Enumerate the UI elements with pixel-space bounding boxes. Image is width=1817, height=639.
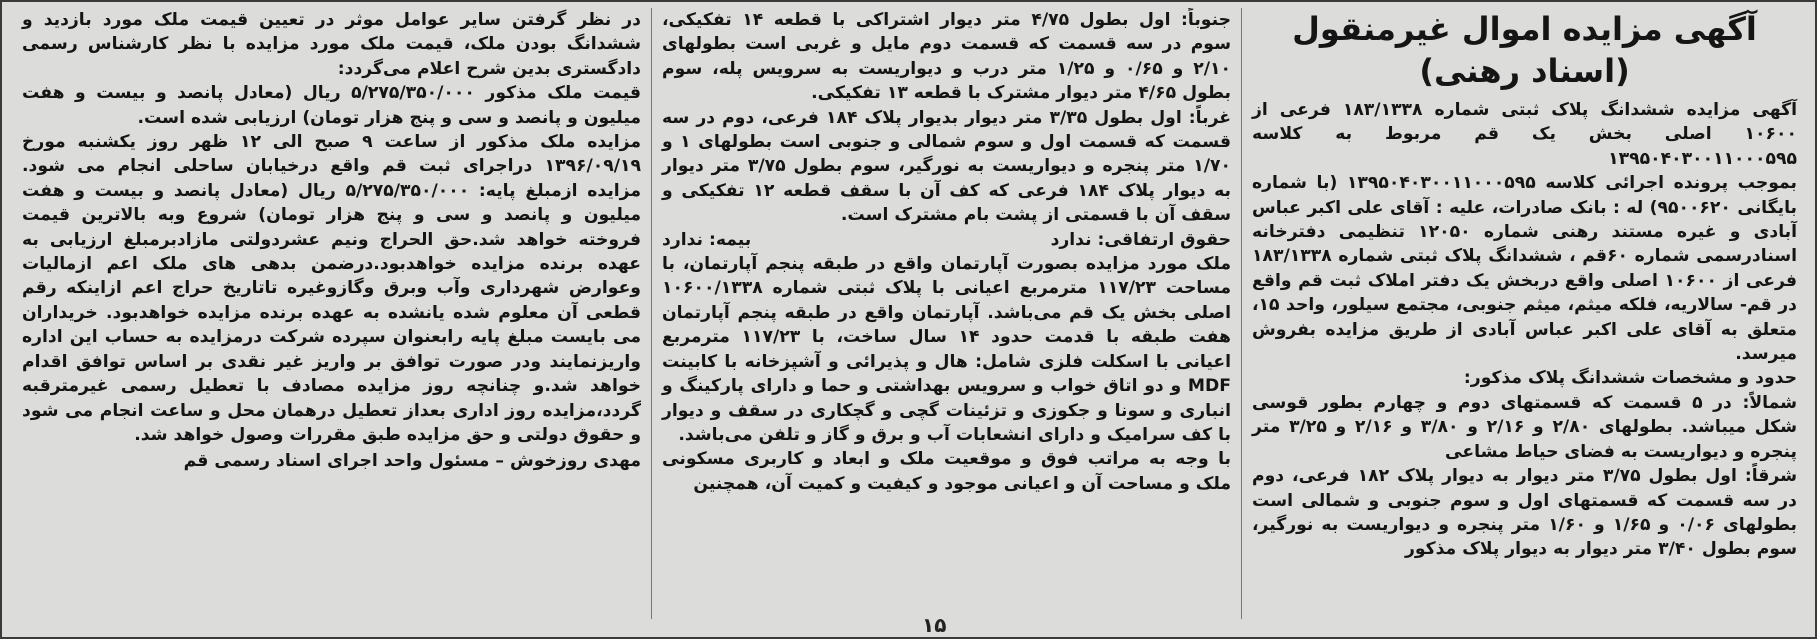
valuation-basis: با وجه به مراتب فوق و موقعیت ملک و ابعاد و کاربری مسکونی ملک و مساحت آن و اعیانی موجود و کیفیت و کمیت آن، همچنین [662,449,1231,494]
easement-rights: حقوق ارتفاقی: ندارد [1050,229,1231,250]
property-description: ملک مورد مزایده بصورت آپارتمان واقع در طبقه پنجم آپارتمان، با مساحت ۱۱۷/۲۳ مترمربع اعیانی با پلاک ثبتی شماره ۱۰۶۰۰/۱۳۳۸ اصلی بخش یک قم می‌باشد. آپارتمان واقع در طبقه پنجم آپارتمان هفت طبقه با قدمت حدود ۱۴ سال ساخت، با ۱۱۷/۲۳ مترمربع اعیانی با اسکلت فلزی شامل: هال و پذیرائی و آشپزخانه با کابینت MDF و دو اتاق خواب و سرویس بهداشتی و حما و دارای پارکینگ و انباری و سونا و جکوزی و تزئینات گچی و گچکاری در سقف و دیوار با کف سرامیک و دارای انشعابات آب و برق و گاز و تلفن می‌باشد. [662,254,1231,445]
rights-insurance-line [662,228,1231,252]
notice-case-details: بموجب پرونده اجرائی کلاسه ۱۳۹۵۰۴۰۳۰۰۱۱۰۰۰۵۹۵ (با شماره بایگانی ۹۵۰۰۶۲۰) له : بانک صادرات، علیه : آقای علی اکبر عباس آبادی و غیره مستند رهنی شماره ۱۲۰۵۰ تنظیمی دفترخانه اسنادرسمی شماره ۶۰قم ، ششدانگ پلاک ثبتی شماره ۱۸۳/۱۳۳۸ فرعی از ۱۰۶۰۰ اصلی واقع دربخش یک دفتر املاک ثبت قم واقع در قم- سالاریه، فلکه میثم، میثم جنوبی، مجتمع سیلور، واحد ۱۵، متعلق به آقای علی اکبر عباس آبادی از طریق مزایده بفروش میرسد. [1252,173,1798,365]
boundary-west: غرباً: اول بطول ۳/۳۵ متر دیوار بدیوار پلاک ۱۸۴ فرعی، دوم در سه قسمت که قسمت اول و سوم شمالی و جنوبی است بطولهای ۱ و ۱/۷۰ متر پنجره و دیواریست به نورگیر، سوم بطول ۳/۷۵ متر دیوار به دیوار پلاک ۱۸۴ فرعی که کف آن با سقف قطعه ۱۲ تفکیکی و سقف آن با قسمتی از پشت بام مشترک است. [662,107,1232,226]
page-number: ۱۵ [922,613,947,637]
boundary-east: شرقاً: اول بطول ۳/۷۵ متر دیوار به دیوار پلاک ۱۸۲ فرعی، دوم در سه قسمت که قسمتهای اول و سوم جنوبی و شمالی است بطولهای ۰/۰۶ و ۱/۶۵ و ۱/۶۰ متر پنجره و دیواریست به نورگیر، سوم بطول ۳/۴۰ متر دیوار به دیوار پلاک مذکور [1252,466,1798,560]
notice-column-1 [1242,8,1807,619]
valuation-statement: در نظر گرفتن سایر عوامل موثر در تعیین قیمت ملک مورد بازدید و ششدانگ بودن ملک، قیمت ملک مورد مزایده با نظر کارشناس رسمی دادگستری بدین شرح اعلام می‌گردد: [22,10,641,79]
insurance-status: بیمه: ندارد [662,229,752,250]
boundary-north: شمالاً: در ۵ قسمت که قسمتهای دوم و چهارم بطور قوسی شکل میباشد. بطولهای ۲/۸۰ و ۲/۱۶ و ۳/۸۰ و ۲/۱۶ و ۳/۲۵ متر پنجره و دیواریست به فضای حیاط مشاعی [1252,392,1797,462]
property-price: قیمت ملک مذکور ۵/۲۷۵/۳۵۰/۰۰۰ ریال (معادل پانصد و بیست و هفت میلیون و پانصد و سی و پنج هزار تومان) ارزیابی شده است. [22,83,641,128]
signature-line: مهدی روزخوش – مسئول واحد اجرای اسناد رسمی قم [183,451,641,472]
boundaries-heading: حدود و مشخصات ششدانگ پلاک مذکور: [1463,368,1797,389]
auction-terms: مزایده ملک مذکور از ساعت ۹ صبح الی ۱۲ ظهر روز یکشنبه مورخ ۱۳۹۶/۰۹/۱۹ دراجرای ثبت قم واقع درخیابان ساحلی انجام می شود. مزایده ازمبلغ پایه: ۵/۲۷۵/۳۵۰/۰۰۰ ریال (معادل پانصد و بیست و هفت میلیون و پانصد و سی و پنج هزار تومان) شروع وبه بالاترین قیمت فروخته خواهد شد.حق الحراج ونیم عشردولتی مازادبرمبلغ ارزیابی به عهده برنده مزایده خواهدبود.درضمن بدهی های ملک اعم ازمالیات وعوارض شهرداری وآب وبرق وگازوغیره تاتاریخ حراج اعم ازاینکه رقم قطعی آن معلوم شده یانشده به عهده برنده مزایده خواهدبود. خریداران می بایست مبلغ پایه رابعنوان سپرده شرکت درمزایده به حساب این اداره واریزنمایند ودر صورت توافق بر واریز غیر نقدی بر اساس توافق اقدام خواهد شد.و چنانچه روز مزایده مصادف با تعطیل رسمی غیرمترقبه گردد،مزایده روز اداری بعداز تعطیل درهمان محل و ساعت انجام می شود و حقوق دولتی و حق مزایده طبق مقررات وصول خواهد شد. [22,132,642,445]
notice-title: آگهی مزایده اموال غیرمنقول (اسناد رهنی) [1292,10,1757,90]
notice-column-2 [652,8,1242,619]
boundary-south: جنوباً: اول بطول ۴/۷۵ متر دیوار اشتراکی با قطعه ۱۴ تفکیکی، سوم در سه قسمت که قسمت دوم مایل و غربی است بطولهای ۲/۱۰ و ۰/۶۵ و ۱/۲۵ متر درب و دیواریست به سرویس پله، سوم بطول ۴/۶۵ متر دیوار مشترک با قطعه ۱۳ تفکیکی. [662,10,1231,104]
notice-column-3 [12,8,652,619]
notice-columns [10,8,1807,619]
notice-intro: آگهی مزایده ششدانگ پلاک ثبتی شماره ۱۸۳/۱۳۳۸ فرعی از ۱۰۶۰۰ اصلی بخش یک قم مربوط به کلاسه ۱۳۹۵۰۴۰۳۰۰۱۱۰۰۰۵۹۵ [1252,100,1797,169]
